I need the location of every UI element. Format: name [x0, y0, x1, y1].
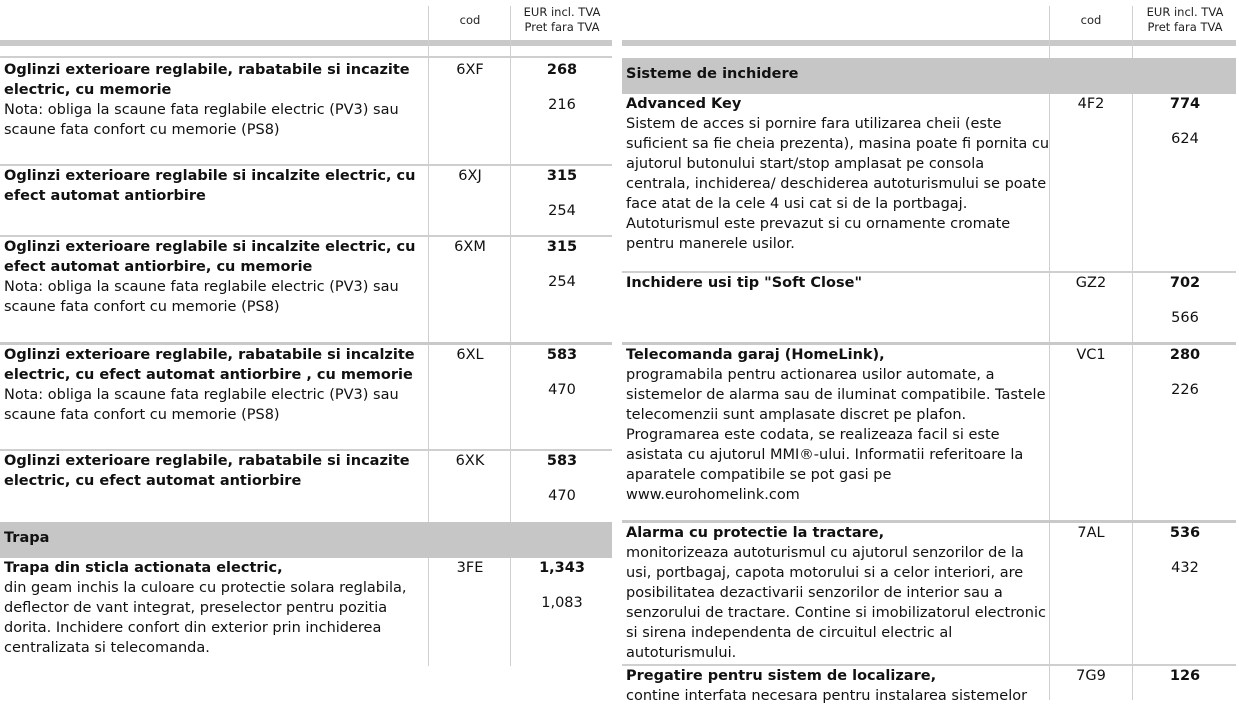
price-header: [1134, 0, 1236, 40]
cod-header: cod: [1080, 13, 1102, 27]
price-excl-header: Pret fara TVA: [524, 20, 600, 34]
price-excl: 470: [548, 488, 576, 504]
option-code: 6XL: [456, 347, 484, 363]
section-header-sisteme-de-inchidere: Sisteme de inchidere: [622, 58, 1236, 94]
price-excl: 470: [548, 382, 576, 398]
price-incl: 583: [546, 347, 578, 363]
option-title: Oglinzi exterioare reglabile, rabatabile si incazite electric, cu efect automat antiorbire: [4, 453, 410, 489]
price-excl: 566: [1171, 310, 1199, 326]
option-title: Pregatire pentru sistem de localizare,: [626, 668, 937, 684]
option-code: 6XK: [455, 453, 485, 469]
option-title: Inchidere usi tip "Soft Close": [626, 275, 862, 291]
option-title: Telecomanda garaj (HomeLink),: [626, 347, 885, 363]
option-code: 6XM: [454, 239, 486, 255]
option-row: [622, 94, 1236, 270]
option-code: 7AL: [1077, 525, 1105, 541]
option-title: Oglinzi exterioare reglabile, rabatabile si incazite electric, cu memorie: [4, 62, 410, 98]
option-row: [0, 56, 612, 164]
option-row: [622, 664, 1236, 702]
price-incl: 126: [1169, 668, 1201, 684]
option-note: contine interfata necesara pentru instalarea sistemelor: [626, 688, 1028, 704]
price-incl: 1,343: [539, 560, 585, 576]
cod-header: cod: [459, 13, 481, 27]
option-code: 4F2: [1077, 96, 1105, 112]
option-note: Sistem de acces si pornire fara utilizarea cheii (este suficient sa fie cheia prezenta), masina poate fi pornita cu ajutorul butonului start/stop amplasat pe consola centrala, inchiderea/ deschiderea autoturismului se poate face atat de la cele 4 usi cat si de la portbagaj. Autoturismul este prevazut si cu ornamente cromate pentru manerele usilor.: [626, 116, 1050, 252]
price-incl: 315: [546, 239, 578, 255]
option-row: [0, 164, 612, 234]
option-title: Advanced Key: [626, 96, 742, 112]
option-row: [0, 235, 612, 343]
option-row: [622, 271, 1236, 343]
section-header-trapa: Trapa: [0, 522, 612, 558]
option-note: monitorizeaza autoturismul cu ajutorul senzorilor de la usi, portbagaj, capota motorului si a celor interiori, are posibilitatea dezactivarii senzorilor de interior sau a senzorului de tractare. Contine si imobilizatorul electronic si sirena independenta de circuitul electric al autoturismului.: [626, 545, 1046, 661]
left-column-header: [0, 0, 612, 46]
price-incl: 280: [1169, 347, 1201, 363]
option-row: [0, 558, 612, 662]
left-price-column: [0, 0, 612, 656]
option-code: 6XJ: [458, 168, 482, 184]
price-excl: 216: [548, 97, 576, 113]
option-note: Nota: obliga la scaune fata reglabile electric (PV3) sau scaune fata confort cu memorie (PS8): [4, 279, 399, 315]
price-incl-header: EUR incl. TVA: [1146, 5, 1224, 19]
option-title: Oglinzi exterioare reglabile, rabatabile si incalzite electric, cu efect automat antiorbire , cu memorie: [4, 347, 415, 383]
price-excl: 254: [548, 274, 576, 290]
option-note: din geam inchis la culoare cu protectie solara reglabila, deflector de vant integrat, preselector pentru pozitia dorita. Inchidere confort din exterior prin inchiderea centralizata si telecomanda.: [4, 580, 407, 656]
option-code: 3FE: [456, 560, 484, 576]
price-incl: 315: [546, 168, 578, 184]
option-note: Nota: obliga la scaune fata reglabile electric (PV3) sau scaune fata confort cu memorie (PS8): [4, 102, 399, 138]
option-row: [0, 342, 612, 451]
price-excl: 226: [1171, 382, 1199, 398]
price-incl: 268: [546, 62, 578, 78]
price-header: [512, 0, 612, 40]
option-note: Nota: obliga la scaune fata reglabile electric (PV3) sau scaune fata confort cu memorie (PS8): [4, 387, 399, 423]
price-incl: 583: [546, 453, 578, 469]
option-code: GZ2: [1075, 275, 1107, 291]
price-incl: 702: [1169, 275, 1201, 291]
price-excl-header: Pret fara TVA: [1147, 20, 1223, 34]
option-row: [622, 342, 1236, 521]
option-row: [622, 520, 1236, 665]
price-excl: 432: [1171, 560, 1199, 576]
option-title: Alarma cu protectie la tractare,: [626, 525, 885, 541]
right-column-header: [622, 0, 1236, 46]
price-incl: 536: [1169, 525, 1201, 541]
option-row: [0, 449, 612, 523]
option-note: programabila pentru actionarea usilor automate, a sistemelor de alarma sau de iluminat compatibile. Tastele telecomenzii sunt amplasate discret pe plafon. Programarea este codata, se realizeaza facil si este asistata cu ajutorul MMI®-ului. Informatii referitoare la aparatele compatibile se pot gasi pe www.eurohomelink.com: [626, 367, 1046, 503]
right-price-column: [622, 0, 1236, 704]
price-excl: 624: [1171, 131, 1199, 147]
option-title: Oglinzi exterioare reglabile si incalzite electric, cu efect automat antiorbire, cu memorie: [4, 239, 416, 275]
price-incl-header: EUR incl. TVA: [523, 5, 601, 19]
option-title: Trapa din sticla actionata electric,: [4, 560, 283, 576]
option-title: Oglinzi exterioare reglabile si incalzite electric, cu efect automat antiorbire: [4, 168, 416, 204]
option-code: 7G9: [1076, 668, 1106, 684]
option-code: VC1: [1076, 347, 1106, 363]
price-excl: 254: [548, 203, 576, 219]
price-excl: 1,083: [541, 595, 583, 611]
price-incl: 774: [1169, 96, 1201, 112]
option-code: 6XF: [456, 62, 484, 78]
